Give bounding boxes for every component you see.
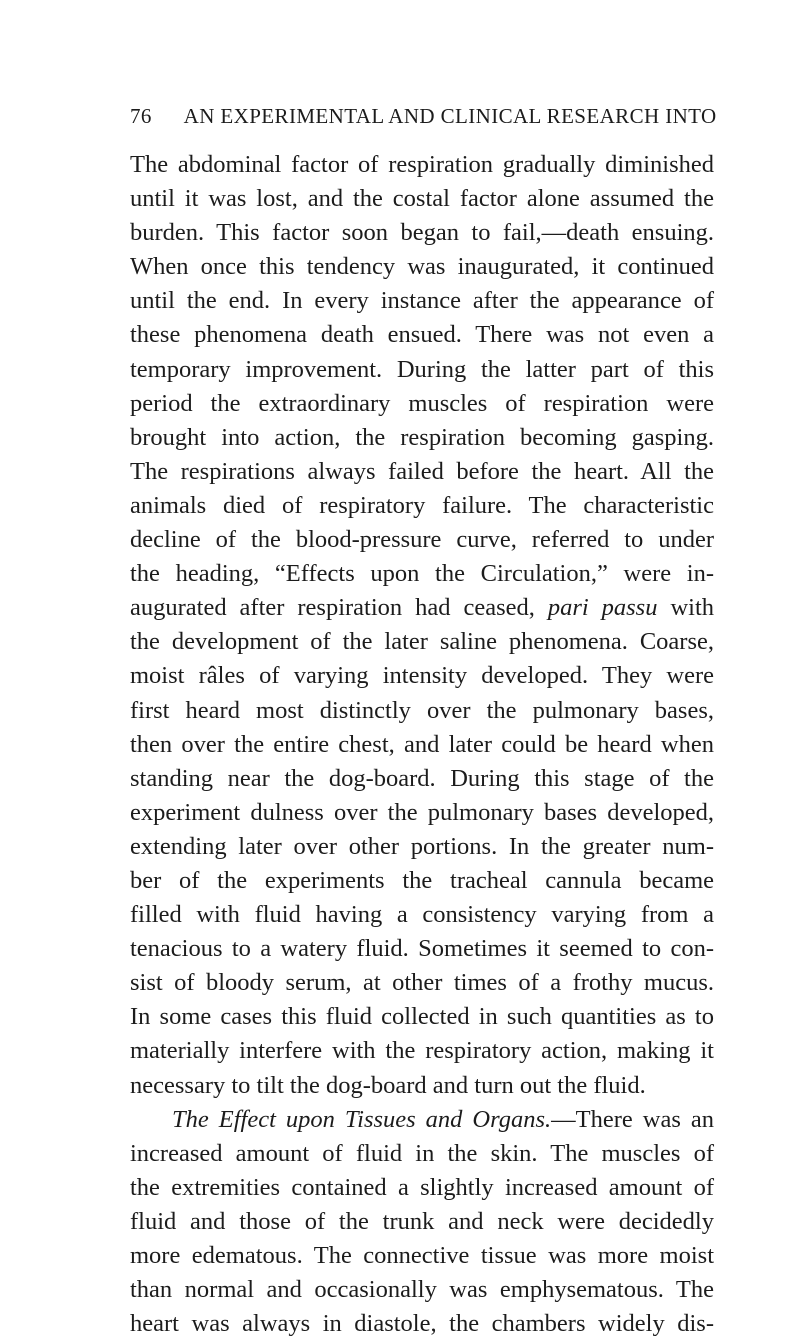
text-line: first heard most distinctly over the pulmonary bases, [130,696,714,724]
text-line: temporary improvement. During the latter part of this [130,355,714,383]
text-line: tenacious to a watery fluid. Sometimes it seemed to con- [130,935,714,963]
text-line: The respirations always failed before the heart. All the [130,457,714,485]
page-number: 76 [130,104,152,128]
text-line: sist of bloody serum, at other times of a frothy mucus. [130,969,714,997]
text-line [130,591,714,625]
text-line: animals died of respiratory failure. The characteristic [130,491,714,519]
text-line: until the end. In every instance after the appearance of [130,287,714,315]
section-heading-line [130,1103,714,1137]
italic-phrase: pari passu [547,594,658,622]
text-line: decline of the blood-pressure curve, referred to under [130,526,714,554]
text-line: these phenomena death ensued. There was not even a [130,321,714,349]
text-line: experiment dulness over the pulmonary bases developed, [130,798,714,826]
running-title: AN EXPERIMENTAL AND CLINICAL RESEARCH INTO [183,104,717,128]
text-line: necessary to tilt the dog-board and turn out the fluid. [130,1071,646,1099]
text-line: standing near the dog-board. During this stage of the [130,764,714,792]
text-line: brought into action, the respiration becoming gasping. [130,423,714,451]
text-line: the heading, “Effects upon the Circulation,” were in- [130,560,714,588]
text-line: the extremities contained a slightly increased amount of [130,1173,714,1201]
text-line: period the extraordinary muscles of respiration were [130,389,714,417]
text-line: fluid and those of the trunk and neck were decidedly [130,1207,714,1235]
text-line: increased amount of fluid in the skin. The muscles of [130,1139,714,1167]
text-line: extending later over other portions. In the greater num- [130,832,714,860]
text-line: heart was always in diastole, the chambers widely dis- [130,1310,714,1338]
text-segment: —There was an [551,1105,714,1133]
text-line: The abdominal factor of respiration gradually diminished [130,151,714,178]
text-line: When once this tendency was inaugurated, it continued [130,253,714,281]
text-line: ber of the experiments the tracheal cannula became [130,866,714,894]
text-line: filled with fluid having a consistency varying from a [130,901,714,929]
text-line: until it was lost, and the costal factor alone assumed the [130,185,714,213]
body-text [130,148,714,1341]
section-heading: The Effect upon Tissues and Organs. [172,1105,552,1133]
text-line: In some cases this fluid collected in such quantities as to [130,1003,714,1031]
text-line: materially interfere with the respiratory action, making it [130,1037,714,1065]
text-line: than normal and occasionally was emphysematous. The [130,1276,714,1304]
text-segment: augurated after respiration had ceased, [130,594,535,622]
text-line: burden. This factor soon began to fail,—death ensuing. [130,219,714,247]
running-header [130,104,717,132]
text-segment: with [670,594,714,622]
text-line: moist râles of varying intensity developed. They were [130,662,714,690]
text-line: more edematous. The connective tissue was more moist [130,1242,714,1269]
text-line: then over the entire chest, and later could be heard when [130,730,714,758]
text-line: the development of the later saline phenomena. Coarse, [130,628,714,656]
